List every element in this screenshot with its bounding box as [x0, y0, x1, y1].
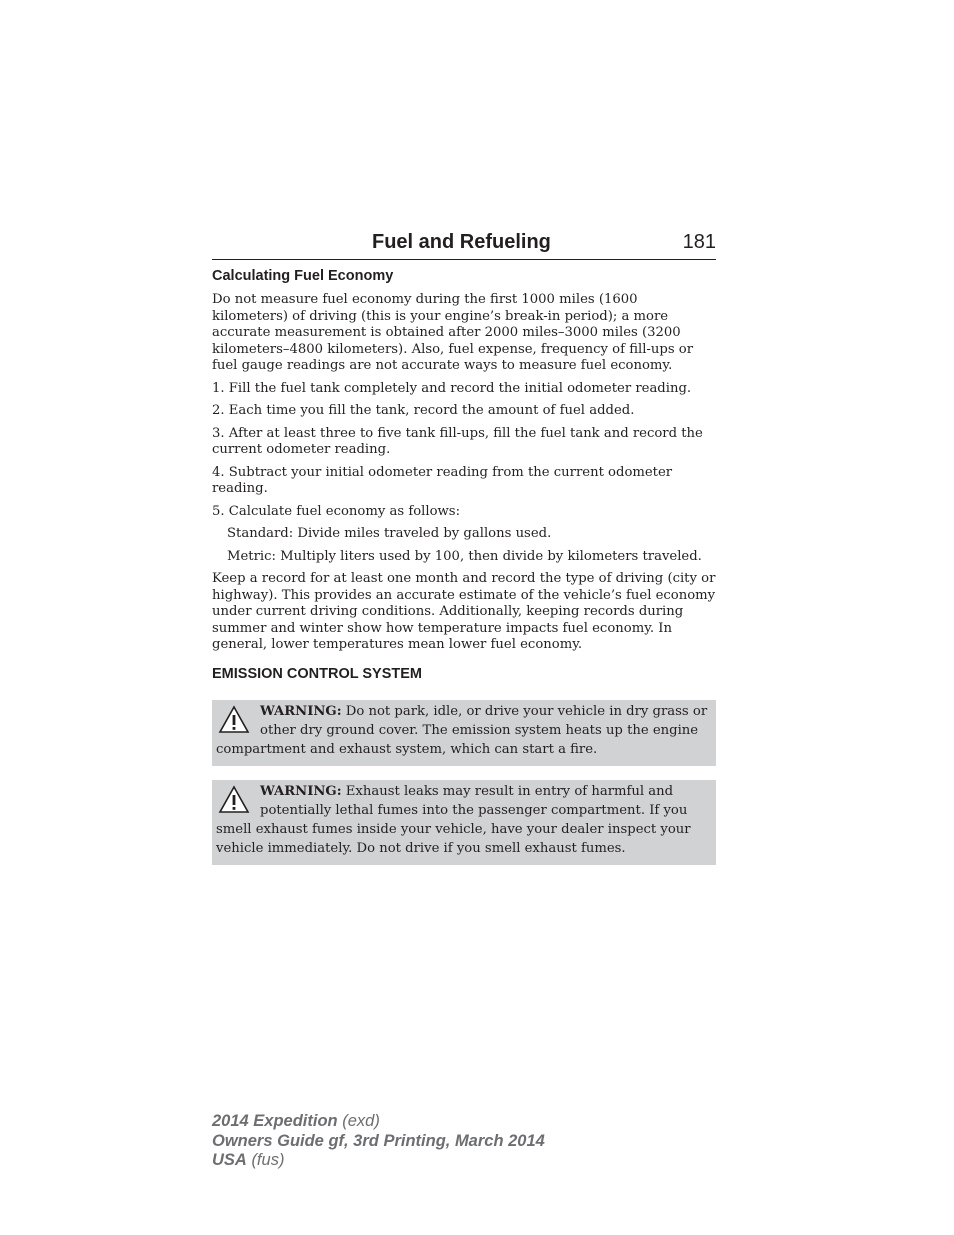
warning-triangle-icon: [218, 705, 250, 735]
fuel-economy-closing: Keep a record for at least one month and record the type of driving (city or highway). This provides an accurate estimate of the vehicle’s fuel economy under current driving conditions. Additionally, keeping records during summer and winter show how temperature impacts fuel economy. In general, lower temperatures mean lower fuel economy.: [212, 571, 716, 652]
step-item: 5. Calculate fuel economy as follows:: [212, 503, 461, 519]
warning-text: Exhaust leaks may result in entry of harmful and potentially lethal fumes into the passenger compartment. If you smell exhaust fumes inside your vehicle, have your dealer inspect your vehicle immediately. Do not drive if you smell exhaust fumes.: [216, 783, 691, 856]
step-item: 4. Subtract your initial odometer reading from the current odometer reading.: [212, 464, 673, 496]
footer-model-code: (exd): [342, 1112, 380, 1130]
warning-label: WARNING:: [260, 783, 342, 799]
footer-model-name: 2014 Expedition: [212, 1112, 338, 1130]
page-footer: [212, 1112, 545, 1171]
warning-triangle-icon: [218, 785, 250, 815]
standard-formula: Standard: Divide miles traveled by gallons used.: [227, 526, 552, 541]
warning-label: WARNING:: [260, 703, 342, 719]
footer-region-code: (fus): [251, 1151, 285, 1169]
footer-region: [212, 1151, 545, 1171]
fuel-economy-intro: Do not measure fuel economy during the first 1000 miles (1600 kilometers) of driving (this is your engine’s break-in period); a more accurate measurement is obtained after 2000 miles–3000 miles (3200 kilometers–4800 kilometers). Also, fuel expense, frequency of fill-ups or fuel gauge readings are not accurate ways to measure fuel economy.: [212, 292, 694, 373]
section-heading-emission: EMISSION CONTROL SYSTEM: [212, 665, 423, 682]
step-item: 2. Each time you fill the tank, record the amount of fuel added.: [212, 403, 635, 418]
page-content: [212, 266, 716, 879]
page-title: Fuel and Refueling: [372, 231, 551, 253]
footer-model: [212, 1112, 545, 1132]
warning-text: Do not park, idle, or drive your vehicle in dry grass or other dry ground cover. The emission system heats up the engine compartment and exhaust system, which can start a fire.: [216, 703, 708, 757]
page-number: 181: [682, 231, 716, 253]
warning-box: [212, 780, 716, 865]
metric-formula: Metric: Multiply liters used by 100, then divide by kilometers traveled.: [227, 548, 702, 564]
warning-box: [212, 700, 716, 766]
step-item: 3. After at least three to five tank fill-ups, fill the fuel tank and record the current odometer reading.: [212, 425, 703, 457]
section-heading-fuel-economy: Calculating Fuel Economy: [212, 268, 394, 284]
footer-guide-text: Owners Guide gf, 3rd Printing, March 2014: [212, 1131, 545, 1150]
footer-guide: [212, 1132, 545, 1152]
page-header: [212, 229, 716, 260]
footer-region-name: USA: [212, 1151, 247, 1169]
step-item: 1. Fill the fuel tank completely and record the initial odometer reading.: [212, 380, 692, 396]
